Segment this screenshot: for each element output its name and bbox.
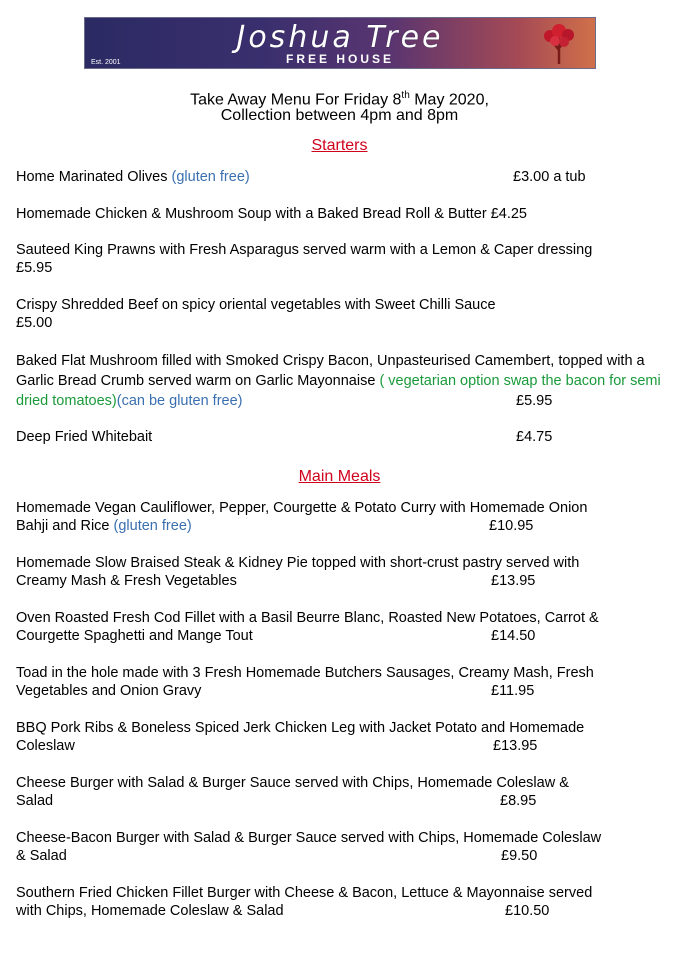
menu-item: Homemade Chicken & Mushroom Soup with a Baked Bread Roll & Butter £4.25 [16,206,527,222]
section-title-starters: Starters [311,137,368,154]
menu-item: Homemade Vegan Cauliflower, Pepper, Courgette & Potato Curry with Homemade Onion Bahji and Rice (gluten free) £10.95 [16,500,588,534]
item-price: £10.50 [505,903,550,919]
item-price: £11.95 [491,683,535,699]
menu-item: Southern Fried Chicken Fillet Burger with Cheese & Bacon, Lettuce & Mayonnaise served with Chips, Homemade Coleslaw & Salad £10.50 [16,885,593,919]
item-price: £9.50 [501,848,538,864]
item-price: £13.95 [493,738,538,754]
item-price: £8.95 [500,793,537,809]
logo-banner [84,17,596,69]
menu-item: Home Marinated Olives (gluten free) £3.00 a tub [16,169,586,185]
menu-item: Oven Roasted Fresh Cod Fillet with a Basil Beurre Blanc, Roasted New Potatoes, Carrot & Courgette Spaghetti and Mange Tout £14.50 [16,610,599,644]
menu-item: Crispy Shredded Beef on spicy oriental vegetables with Sweet Chilli Sauce £5.00 [16,296,666,332]
collection-time: Collection between 4pm and 8pm [220,107,459,124]
menu-item: Homemade Slow Braised Steak & Kidney Pie topped with short-crust pastry served with Creamy Mash & Fresh Vegetables £13.95 [16,555,580,589]
item-price: £5.95 [516,393,553,409]
menu-item: Cheese-Bacon Burger with Salad & Burger Sauce served with Chips, Homemade Coleslaw & Salad £9.50 [16,830,602,864]
item-price: £5.00 [16,315,53,331]
item-price: £14.50 [491,628,536,644]
item-price: £13.95 [491,573,536,589]
menu-item: Deep Fried Whitebait £4.75 [16,429,553,445]
menu-item: Toad in the hole made with 3 Fresh Homemade Butchers Sausages, Creamy Mash, Fresh Vegetables and Onion Gravy £11.95 [16,665,594,699]
logo-est: Est. 2001 [91,59,121,66]
menu-item: BBQ Pork Ribs & Boneless Spiced Jerk Chicken Leg with Jacket Potato and Homemade Coleslaw £13.95 [16,720,585,754]
item-price: £5.95 [16,260,53,276]
menu-item: Baked Flat Mushroom filled with Smoked Crispy Bacon, Unpasteurised Camembert, topped with a Garlic Bread Crumb served warm on Garlic Mayonnaise ( vegetarian option swap the bacon for semi dried tomatoes)(can be gluten free) £5.95 [16,353,661,409]
menu-heading: Take Away Menu For Friday 8th May 2020, [190,90,489,109]
logo-subtitle: FREE HOUSE [285,52,394,66]
menu-item: Cheese Burger with Salad & Burger Sauce served with Chips, Homemade Coleslaw & Salad £8.95 [16,775,569,809]
section-title-main-meals: Main Meals [298,468,381,485]
item-price: £4.75 [516,429,553,445]
menu-item: Sauteed King Prawns with Fresh Asparagus served warm with a Lemon & Caper dressing £5.95 [16,241,666,277]
tree-icon [537,22,581,66]
logo-title: Joshua Tree [236,20,444,55]
item-price: £3.00 a tub [513,169,586,185]
item-price: £10.95 [489,518,534,534]
